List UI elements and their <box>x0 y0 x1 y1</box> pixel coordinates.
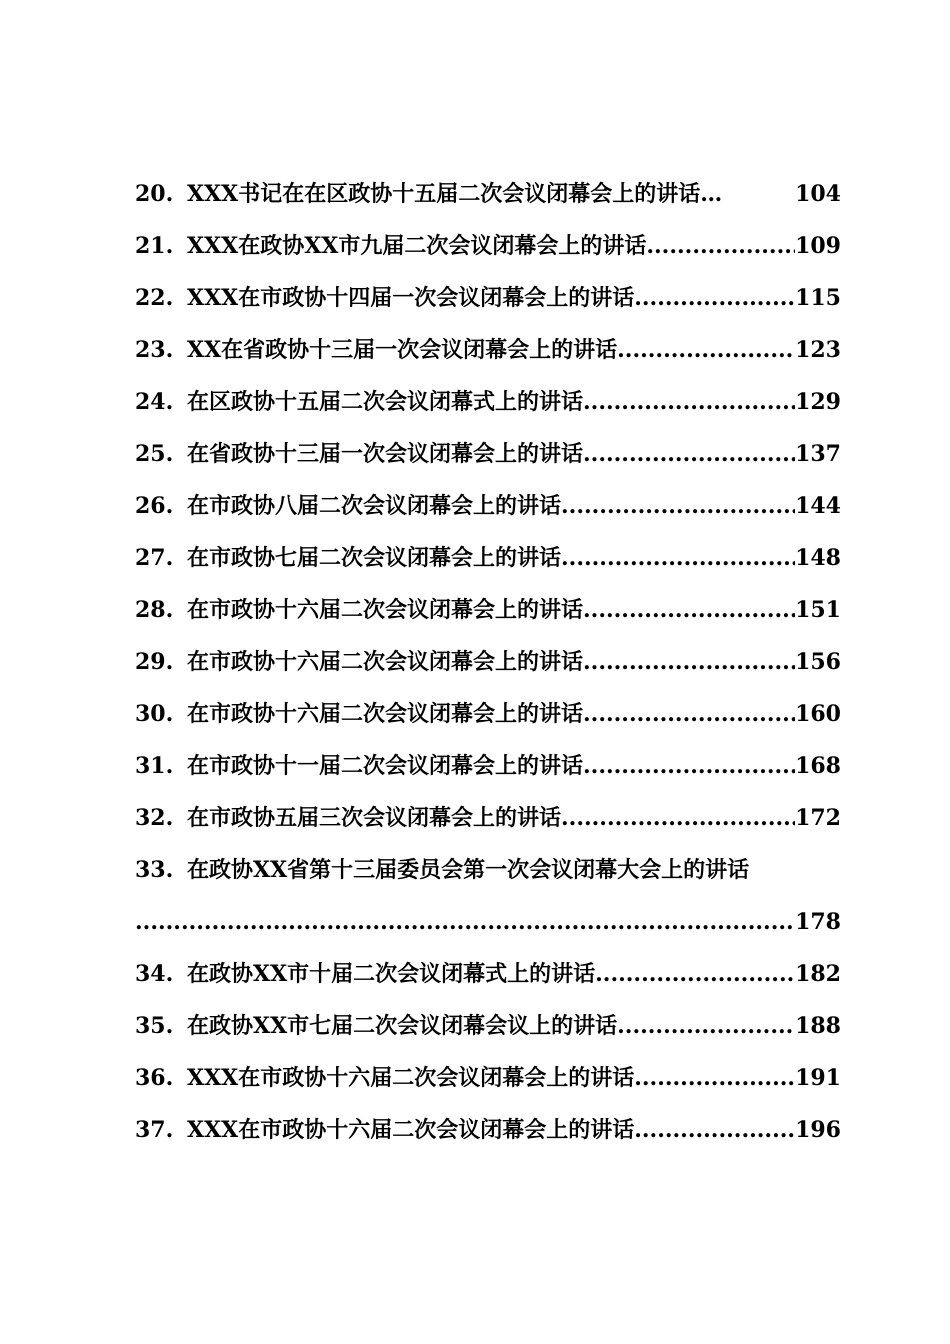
dot-leader <box>617 324 795 376</box>
toc-entry-page: 156 <box>795 649 841 675</box>
toc-entry-page: 188 <box>795 1013 841 1039</box>
toc-entry-title: XXX在市政协十六届二次会议闭幕会上的讲话 <box>187 1117 635 1143</box>
toc-entry-number: 35. <box>135 1013 174 1039</box>
toc-entry-title: 在市政协十六届二次会议闭幕会上的讲话 <box>187 649 584 675</box>
toc-entry-title: 在市政协十一届二次会议闭幕会上的讲话 <box>187 753 584 779</box>
dot-leader <box>583 636 795 688</box>
toc-entry-page: 182 <box>795 961 841 987</box>
dot-leader <box>634 272 795 324</box>
toc-entry-page: 123 <box>795 337 841 363</box>
toc-entry-33[interactable] <box>135 844 841 896</box>
toc-entry-title: XXX书记在在区政协十五届二次会议闭幕会上的讲话 <box>187 181 701 207</box>
toc-entry-number: 20. <box>135 181 174 207</box>
table-of-contents <box>135 168 841 1156</box>
toc-entry-page: 160 <box>795 701 841 727</box>
toc-entry-25[interactable] <box>135 428 841 480</box>
toc-entry-page: 172 <box>795 805 841 831</box>
dot-leader <box>617 1000 795 1052</box>
dot-leader <box>634 1052 795 1104</box>
toc-entry-number: 36. <box>135 1065 174 1091</box>
toc-entry-24[interactable] <box>135 376 841 428</box>
toc-entry-page: 115 <box>795 285 841 311</box>
toc-entry-30[interactable] <box>135 688 841 740</box>
toc-entry-page: 144 <box>795 493 841 519</box>
dot-leader <box>583 376 795 428</box>
toc-entry-34[interactable] <box>135 948 841 1000</box>
toc-entry-page: 151 <box>795 597 841 623</box>
toc-entry-page: 196 <box>795 1117 841 1143</box>
toc-entry-title: 在省政协十三届一次会议闭幕会上的讲话 <box>187 441 584 467</box>
toc-entry-37[interactable] <box>135 1104 841 1156</box>
toc-entry-title: 在市政协十六届二次会议闭幕会上的讲话 <box>187 701 584 727</box>
toc-entry-number: 21. <box>135 233 174 259</box>
dot-leader <box>583 428 795 480</box>
toc-entry-number: 32. <box>135 805 174 831</box>
toc-entry-title: 在市政协七届二次会议闭幕会上的讲话 <box>187 545 562 571</box>
toc-entry-26[interactable] <box>135 480 841 532</box>
toc-entry-title: 在市政协十六届二次会议闭幕会上的讲话 <box>187 597 584 623</box>
toc-entry-page: 129 <box>795 389 841 415</box>
toc-entry-number: 28. <box>135 597 174 623</box>
toc-entry-35[interactable] <box>135 1000 841 1052</box>
toc-entry-page: 168 <box>795 753 841 779</box>
dot-leader <box>583 688 795 740</box>
toc-entry-number: 33. <box>135 857 174 883</box>
dot-leader <box>634 1104 795 1156</box>
toc-entry-number: 22. <box>135 285 174 311</box>
dot-leader <box>561 480 795 532</box>
toc-entry-title: XX在省政协十三届一次会议闭幕会上的讲话 <box>187 337 618 363</box>
toc-entry-title: 在区政协十五届二次会议闭幕式上的讲话 <box>187 389 584 415</box>
toc-entry-number: 23. <box>135 337 174 363</box>
toc-entry-32[interactable] <box>135 792 841 844</box>
toc-entry-number: 26. <box>135 493 174 519</box>
toc-entry-title: 在市政协八届二次会议闭幕会上的讲话 <box>187 493 562 519</box>
dot-leader <box>646 220 795 272</box>
toc-entry-number: 25. <box>135 441 174 467</box>
dot-leader <box>595 948 795 1000</box>
toc-entry-number: 24. <box>135 389 174 415</box>
toc-entry-page: 109 <box>795 233 841 259</box>
toc-entry-title: 在政协XX市七届二次会议闭幕会议上的讲话 <box>187 1013 618 1039</box>
toc-entry-20[interactable] <box>135 168 841 220</box>
toc-entry-number: 37. <box>135 1117 174 1143</box>
toc-entry-title: XXX在市政协十六届二次会议闭幕会上的讲话 <box>187 1065 635 1091</box>
toc-entry-page: 104 <box>795 181 841 207</box>
toc-entry-title: XXX在市政协十四届一次会议闭幕会上的讲话 <box>187 285 635 311</box>
toc-entry-36[interactable] <box>135 1052 841 1104</box>
toc-entry-22[interactable] <box>135 272 841 324</box>
toc-entry-number: 29. <box>135 649 174 675</box>
toc-entry-number: 27. <box>135 545 174 571</box>
toc-entry-33-continuation[interactable] <box>135 896 841 948</box>
toc-entry-23[interactable] <box>135 324 841 376</box>
toc-entry-page: 178 <box>795 909 841 935</box>
dot-leader <box>561 532 795 584</box>
toc-entry-title: 在政协XX市十届二次会议闭幕式上的讲话 <box>187 961 596 987</box>
toc-entry-27[interactable] <box>135 532 841 584</box>
toc-entry-page: 191 <box>795 1065 841 1091</box>
toc-entry-31[interactable] <box>135 740 841 792</box>
dot-leader <box>561 792 795 844</box>
toc-entry-21[interactable] <box>135 220 841 272</box>
toc-entry-title: 在市政协五届三次会议闭幕会上的讲话 <box>187 805 562 831</box>
toc-entry-number: 34. <box>135 961 174 987</box>
toc-entry-page: 148 <box>795 545 841 571</box>
toc-entry-title: XXX在政协XX市九届二次会议闭幕会上的讲话 <box>187 233 647 259</box>
toc-entry-number: 30. <box>135 701 174 727</box>
dot-leader <box>135 896 795 948</box>
toc-entry-title: 在政协XX省第十三届委员会第一次会议闭幕大会上的讲话 <box>187 857 750 883</box>
dot-leader <box>583 740 795 792</box>
toc-entry-29[interactable] <box>135 636 841 688</box>
toc-entry-28[interactable] <box>135 584 841 636</box>
toc-entry-number: 31. <box>135 753 174 779</box>
dot-leader <box>583 584 795 636</box>
toc-entry-ellipsis: … <box>700 181 723 207</box>
toc-entry-page: 137 <box>795 441 841 467</box>
